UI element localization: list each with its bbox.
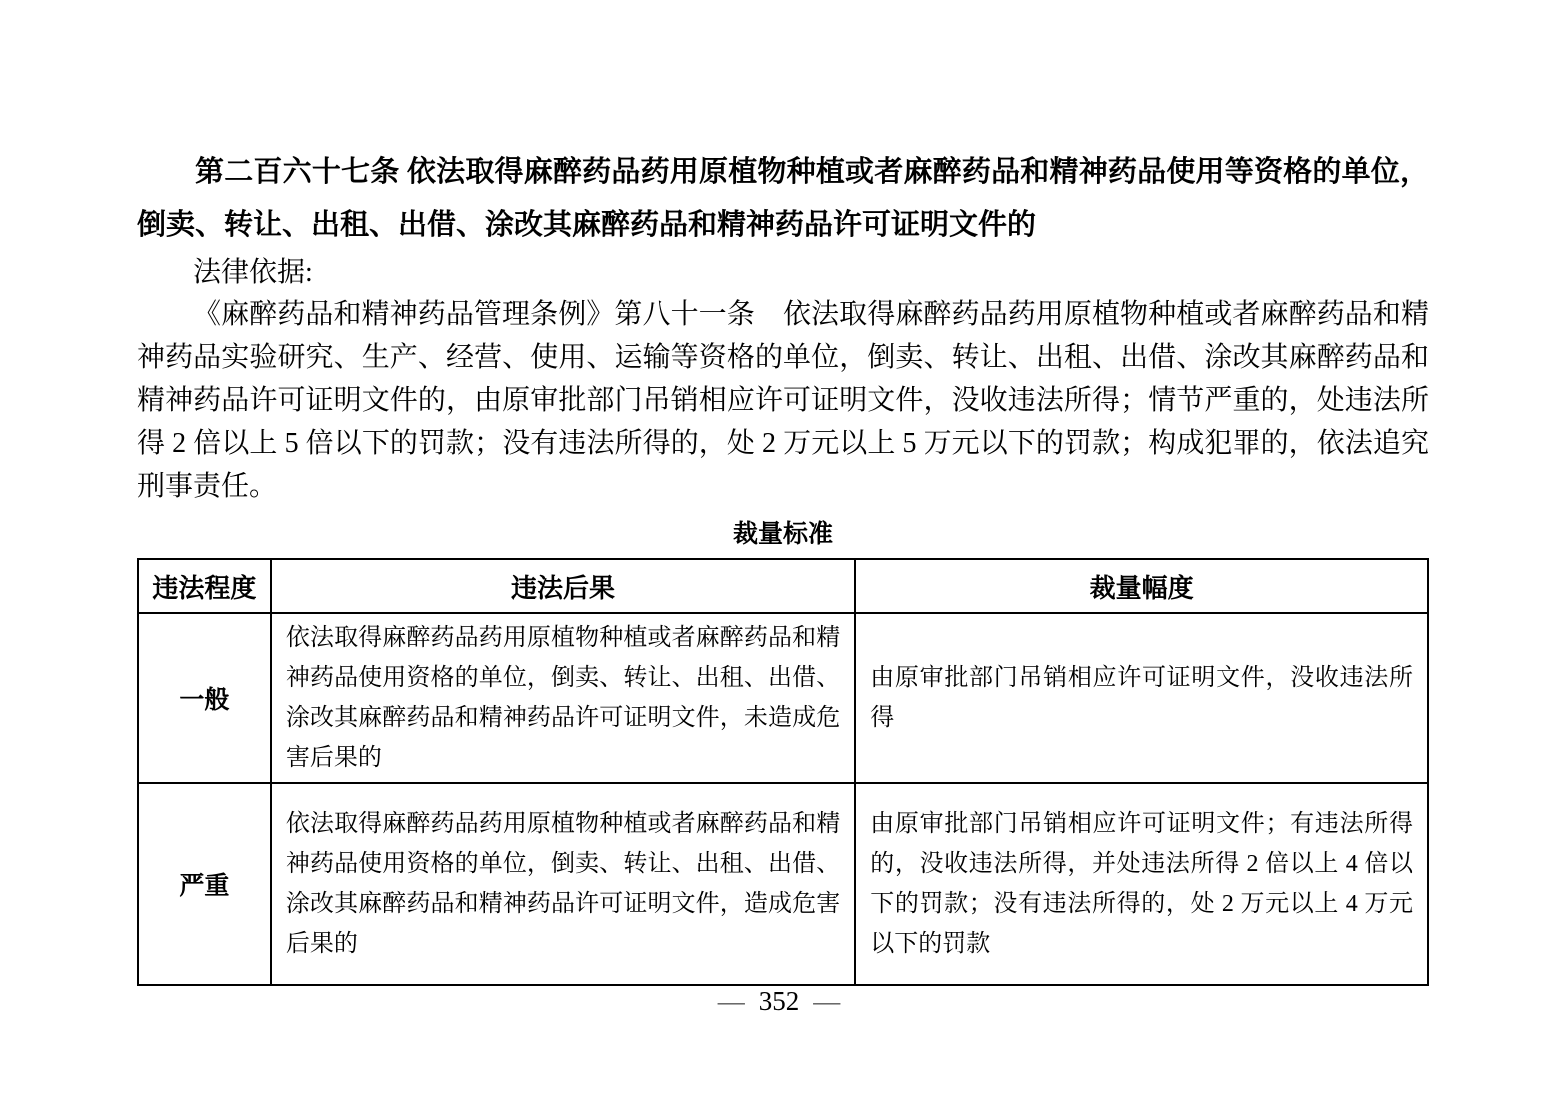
discretion-cell-severe: 由原审批部门吊销相应许可证明文件；有违法所得的，没收违法所得，并处违法所得 2 倍以上 4 倍以下的罚款；没有违法所得的，处 2 万元以上 4 万元以下的罚款 — [855, 783, 1428, 985]
page-footer — [0, 986, 1558, 1017]
degree-cell-severe: 严重 — [138, 783, 271, 985]
table-row-general — [138, 613, 1428, 783]
table-title: 裁量标准 — [732, 520, 833, 548]
header-cell-violation-consequence: 违法后果 — [271, 559, 855, 613]
legal-basis-text: 《麻醉药品和精神药品管理条例》第八十一条 依法取得麻醉药品药用原植物种植或者麻醉药品和精神药品实验研究、生产、经营、使用、运输等资格的单位，倒卖、转让、出租、出借、涂改其麻醉药品和精神药品许可证明文件的，由原审批部门吊销相应许可证明文件，没收违法所得；情节严重的，处违法所得 2 倍以上 5 倍以下的罚款；没有违法所得的，处 2 万元以上 5 万元以下的罚款；构成犯罪的，依法追究刑事责任。 — [137, 299, 1429, 502]
article-title: 第二百六十七条 依法取得麻醉药品药用原植物种植或者麻醉药品和精神药品使用等资格的单位，倒卖、转让、出租、出借、涂改其麻醉药品和精神药品许可证明文件的 — [137, 156, 1429, 241]
page-number: 352 — [758, 986, 800, 1016]
footer-dash-left: — — [717, 986, 745, 1016]
header-cell-violation-degree: 违法程度 — [138, 559, 271, 613]
consequence-cell-general: 依法取得麻醉药品药用原植物种植或者麻醉药品和精神药品使用资格的单位，倒卖、转让、出租、出借、涂改其麻醉药品和精神药品许可证明文件，未造成危害后果的 — [271, 613, 855, 783]
footer-dash-right: — — [813, 986, 841, 1016]
legal-basis-label: 法律依据: — [193, 257, 313, 288]
discretion-standards-table — [137, 558, 1429, 986]
header-cell-discretion-range: 裁量幅度 — [855, 559, 1428, 613]
document-content — [137, 146, 1429, 986]
table-header-row — [138, 559, 1428, 613]
discretion-cell-general: 由原审批部门吊销相应许可证明文件，没收违法所得 — [855, 613, 1428, 783]
consequence-cell-severe: 依法取得麻醉药品药用原植物种植或者麻醉药品和精神药品使用资格的单位，倒卖、转让、出租、出借、涂改其麻醉药品和精神药品许可证明文件，造成危害后果的 — [271, 783, 855, 985]
table-row-severe — [138, 783, 1428, 985]
degree-cell-general: 一般 — [138, 613, 271, 783]
